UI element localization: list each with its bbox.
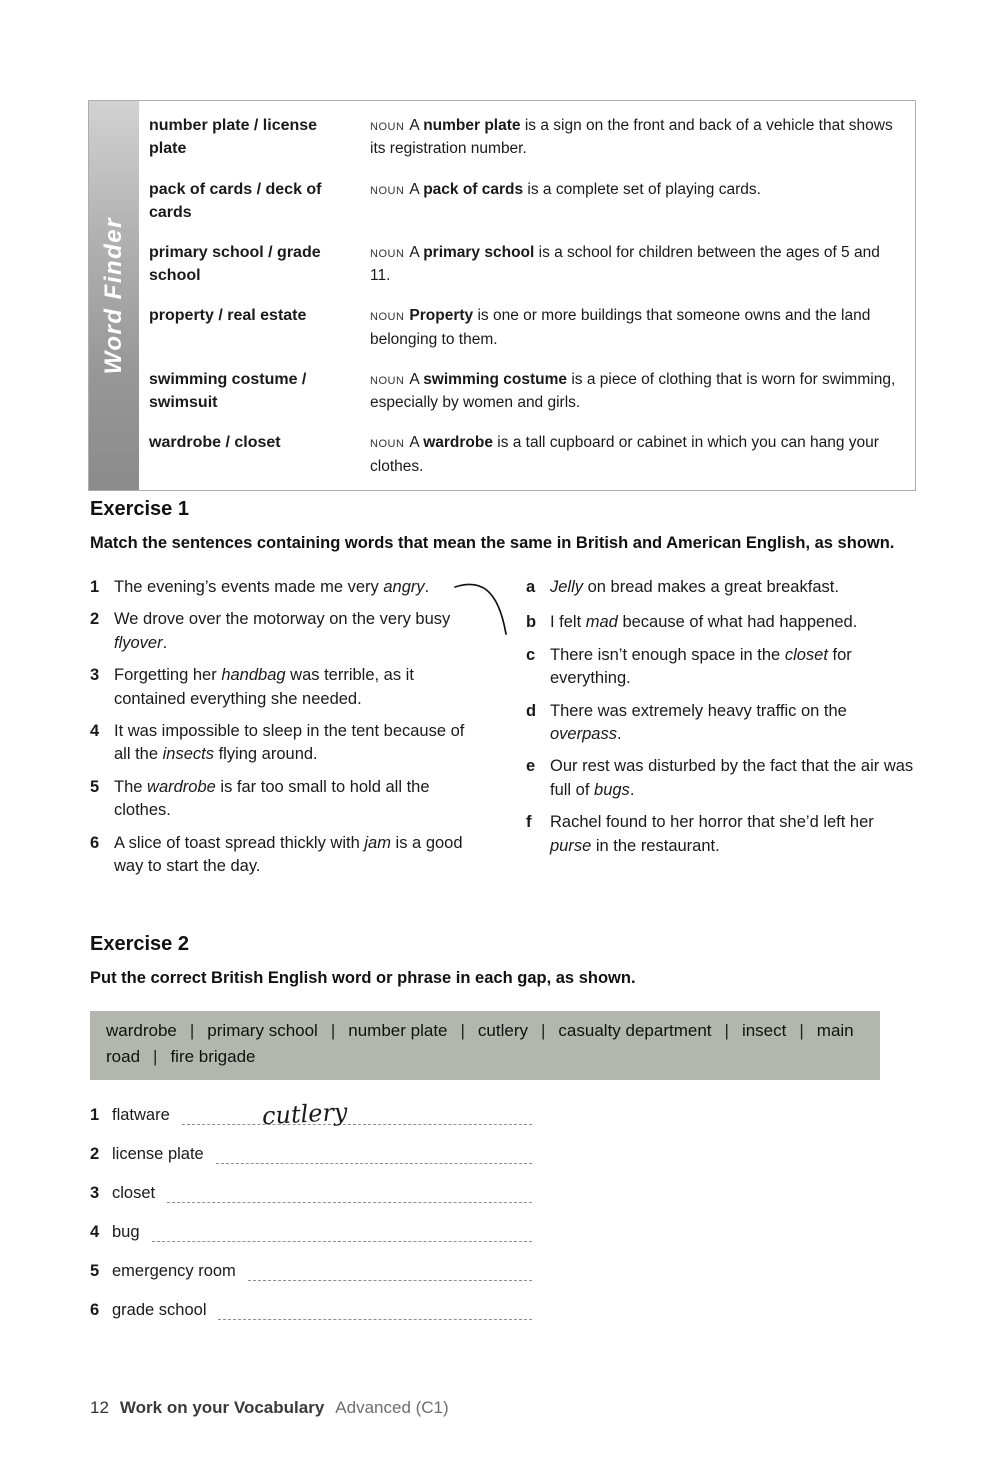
sentence-post: on bread makes a great breakfast. — [583, 577, 839, 596]
sentence-pre: Our rest was disturbed by the fact that the air was full of — [550, 757, 914, 799]
definition-pre: A — [409, 434, 424, 452]
term-pair: swimming costume / swimsuit — [149, 370, 307, 412]
definition-pre: A — [409, 243, 424, 261]
gap-fill-row — [90, 1295, 532, 1320]
word-finder-row — [149, 169, 909, 232]
matching-right-column — [526, 576, 916, 888]
noun-label: NOUN — [370, 311, 405, 324]
definition — [370, 368, 909, 415]
gap-fill-items — [90, 1097, 916, 1320]
sentence-pre: There was extremely heavy traffic on the — [550, 701, 847, 720]
sentence — [114, 608, 480, 655]
sentence-pre: A slice of toast spread thickly with — [114, 833, 365, 852]
definition — [370, 241, 909, 288]
matching-columns — [90, 576, 916, 888]
item-number: 1 — [90, 1105, 100, 1124]
item-letter: f — [526, 813, 532, 832]
item-number: 3 — [90, 666, 100, 685]
sentence — [114, 776, 480, 823]
exercise-1 — [90, 498, 916, 888]
sentence — [550, 644, 916, 691]
sentence — [114, 664, 480, 711]
definition-rest: is a school for children between the ages of 5 and 11. — [370, 243, 880, 285]
match-item-left — [90, 576, 480, 599]
definition — [370, 178, 909, 224]
definition-headword: pack of cards — [423, 180, 524, 198]
sentence-keyword: wardrobe — [147, 777, 216, 796]
matching-left-column — [90, 576, 480, 888]
word-bank-item: fire brigade — [170, 1047, 256, 1067]
exercise-1-title: Exercise 1 — [90, 498, 189, 520]
sentence — [550, 811, 916, 858]
sentence-post: . — [616, 725, 622, 744]
answer-blank — [152, 1216, 532, 1242]
match-item-right — [526, 811, 916, 858]
definition-rest: is a tall cupboard or cabinet in which you can hang your clothes. — [370, 434, 879, 475]
answer-blank — [218, 1294, 532, 1320]
word-bank-item: wardrobe — [106, 1020, 177, 1040]
sentence-post: in the restaurant. — [591, 836, 720, 855]
word-bank-separator: | — [799, 1020, 804, 1040]
item-number: 2 — [90, 1144, 100, 1163]
exercise-2-title: Exercise 2 — [90, 933, 189, 955]
sentence-post: because of what had happened. — [617, 613, 858, 632]
word-bank-item: cutlery — [477, 1020, 528, 1040]
gap-fill-row — [90, 1139, 532, 1164]
definition-pre: A — [409, 370, 424, 388]
match-item-right — [526, 576, 916, 599]
item-number: 1 — [90, 577, 100, 596]
answer-blank — [216, 1138, 532, 1164]
term-pair: property / real estate — [149, 307, 307, 325]
word-bank-item: primary school — [207, 1020, 318, 1040]
sentence — [550, 700, 916, 747]
american-word: grade school — [112, 1300, 207, 1319]
item-number: 4 — [90, 1222, 100, 1241]
item-letter: d — [526, 701, 537, 720]
sentence — [114, 832, 480, 879]
sentence-keyword: Jelly — [550, 577, 584, 596]
page-footer — [90, 1398, 449, 1418]
american-word: emergency room — [112, 1261, 236, 1280]
sentence-pre: I felt — [550, 613, 586, 632]
definition-rest: is a sign on the front and back of a vehicle that shows its registration number. — [370, 117, 893, 158]
gap-fill-row — [90, 1178, 532, 1203]
definition-headword: number plate — [423, 117, 521, 134]
match-item-right — [526, 644, 916, 691]
gap-fill-row — [90, 1097, 532, 1130]
exercise-2 — [90, 933, 916, 1334]
term-pair: pack of cards / deck of cards — [149, 180, 322, 221]
sentence-pre: The evening’s events made me very — [114, 577, 384, 596]
item-letter: b — [526, 613, 537, 632]
word-bank-item: number plate — [348, 1020, 448, 1040]
sentence — [114, 720, 480, 767]
item-number: 6 — [90, 1300, 100, 1319]
noun-label: NOUN — [370, 121, 405, 133]
term-pair: number plate / license plate — [149, 117, 318, 158]
definition-headword: Property — [409, 307, 474, 325]
match-item-right — [526, 700, 916, 747]
word-finder-banner — [89, 101, 139, 490]
answer-blank — [167, 1177, 532, 1203]
sentence-pre: There isn’t enough space in the — [550, 645, 785, 664]
exercise-1-instruction: Match the sentences containing words that mean the same in British and American English, as shown. — [90, 534, 895, 552]
sentence-keyword: mad — [585, 613, 618, 632]
match-item-left — [90, 664, 480, 711]
definition-pre: A — [409, 117, 424, 134]
sentence — [550, 576, 916, 599]
word-bank-separator: | — [541, 1020, 546, 1040]
word-bank — [90, 1011, 880, 1080]
definition — [370, 431, 909, 478]
definition-rest: is a piece of clothing that is worn for swimming, especially by women and girls. — [370, 370, 896, 412]
definition-rest: is one or more buildings that someone owns and the land belonging to them. — [370, 307, 871, 348]
term-pair: primary school / grade school — [149, 243, 321, 285]
sentence-post: . — [629, 780, 635, 799]
sentence-keyword: purse — [550, 836, 592, 855]
word-finder-rows — [139, 101, 915, 490]
american-word: license plate — [112, 1144, 204, 1163]
sentence-post: . — [424, 577, 430, 596]
sentence-post: is a good way to start the day. — [114, 833, 463, 876]
american-word: closet — [112, 1183, 156, 1202]
sentence — [550, 755, 916, 802]
item-number: 5 — [90, 1261, 100, 1280]
sentence-pre: It was impossible to sleep in the tent because of all the — [114, 722, 465, 764]
word-bank-separator: | — [330, 1020, 336, 1040]
item-number: 2 — [90, 610, 100, 629]
item-letter: e — [526, 757, 536, 776]
word-bank-separator: | — [724, 1020, 729, 1040]
match-item-left — [90, 832, 480, 879]
word-bank-separator: | — [153, 1047, 158, 1067]
noun-label: NOUN — [370, 438, 405, 451]
definition-headword: wardrobe — [423, 434, 493, 452]
sentence-post: for everything. — [550, 645, 852, 688]
word-bank-item: insect — [741, 1020, 787, 1040]
sentence — [114, 576, 480, 599]
sentence-keyword: flyover — [114, 633, 163, 652]
item-number: 6 — [90, 833, 100, 852]
book-title: Work on your Vocabulary — [119, 1398, 325, 1417]
definition-rest: is a complete set of playing cards. — [523, 180, 761, 198]
sentence-keyword: overpass — [550, 725, 617, 744]
definition-pre: A — [409, 180, 424, 198]
match-item-left — [90, 720, 480, 767]
match-item-left — [90, 776, 480, 823]
word-finder-row — [149, 359, 909, 423]
american-word: bug — [112, 1222, 140, 1241]
word-finder-banner-label: Word Finder — [100, 216, 127, 375]
match-item-right — [526, 611, 916, 634]
sentence-post: is far too small to hold all the clothes. — [114, 777, 430, 820]
book-level: Advanced (C1) — [335, 1398, 449, 1417]
definition-headword: primary school — [423, 243, 535, 261]
item-number: 4 — [90, 722, 100, 741]
word-bank-separator: | — [460, 1020, 465, 1040]
word-finder-row — [149, 295, 909, 359]
sentence-keyword: angry — [383, 577, 425, 596]
noun-label: NOUN — [370, 184, 405, 197]
exercise-2-instruction: Put the correct British English word or phrase in each gap, as shown. — [90, 969, 636, 987]
answer-blank — [182, 1097, 532, 1130]
sentence-post: . — [162, 633, 168, 652]
noun-label: NOUN — [370, 247, 405, 260]
item-letter: c — [526, 645, 536, 664]
sentence-keyword: jam — [364, 833, 391, 852]
gap-fill-row — [90, 1217, 532, 1242]
sentence — [550, 611, 916, 634]
sentence-pre: Rachel found to her horror that she’d left her — [550, 813, 874, 832]
word-bank-item: main road — [106, 1020, 854, 1067]
handwritten-answer: cutlery — [261, 1097, 348, 1130]
item-number: 3 — [90, 1183, 100, 1202]
american-word: flatware — [112, 1105, 170, 1124]
definition — [370, 304, 909, 351]
word-finder-box — [88, 100, 916, 491]
word-bank-separator: | — [189, 1020, 195, 1040]
item-number: 5 — [90, 777, 100, 796]
sentence-pre: Forgetting her — [114, 666, 222, 685]
page-number: 12 — [90, 1398, 109, 1417]
sentence-post: was terrible, as it contained everything she needed. — [114, 666, 414, 708]
answer-blank — [248, 1255, 532, 1281]
sentence-keyword: handbag — [221, 666, 286, 685]
definition-headword: swimming costume — [423, 370, 568, 388]
match-item-right — [526, 755, 916, 802]
sentence-keyword: closet — [784, 645, 828, 664]
word-finder-row — [149, 105, 909, 169]
match-item-left — [90, 608, 480, 655]
word-bank-item: casualty department — [558, 1020, 712, 1040]
sentence-keyword: insects — [162, 745, 214, 764]
word-finder-row — [149, 232, 909, 296]
term-pair: wardrobe / closet — [149, 434, 281, 452]
word-finder-row — [149, 422, 909, 486]
sentence-pre: The — [114, 777, 148, 796]
sentence-post: flying around. — [213, 745, 318, 764]
sentence-pre: We drove over the motorway on the very busy — [114, 610, 451, 629]
gap-fill-row — [90, 1256, 532, 1281]
sentence-keyword: bugs — [594, 780, 630, 799]
definition — [370, 114, 909, 161]
noun-label: NOUN — [370, 374, 405, 387]
item-letter: a — [526, 577, 536, 596]
